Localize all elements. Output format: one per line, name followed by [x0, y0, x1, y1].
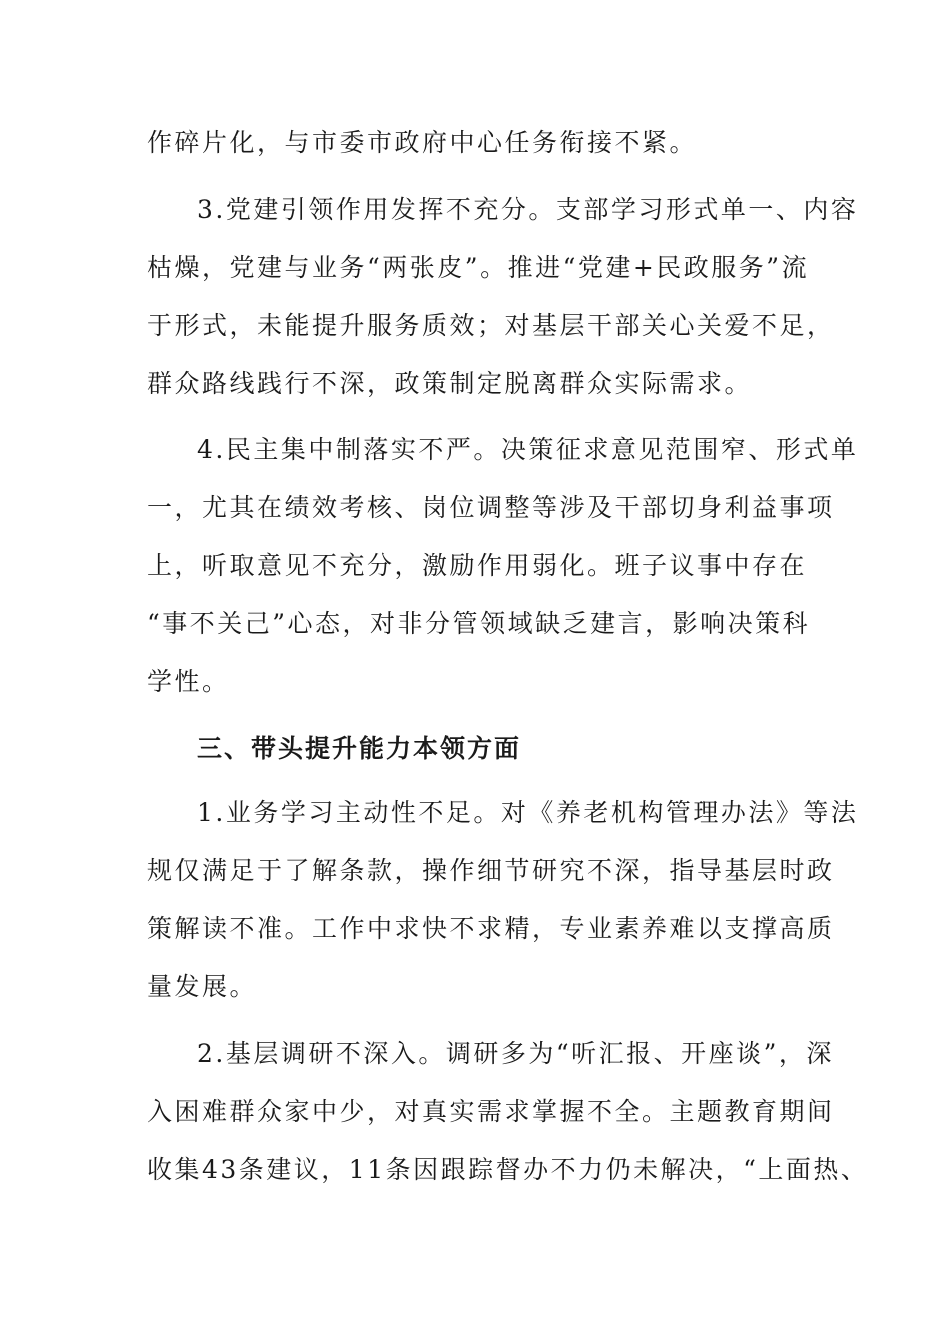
paragraph-line: 学性。: [147, 667, 230, 696]
paragraph-line: 2.基层调研不深入。调研多为“听汇报、开座谈”，深: [197, 1039, 834, 1068]
paragraph-line: 于形式，未能提升服务质效；对基层干部关心关爱不足，: [147, 311, 835, 340]
paragraph-line: 一，尤其在绩效考核、岗位调整等涉及干部切身利益事项: [147, 493, 835, 522]
paragraph-line: 入困难群众家中少，对真实需求掌握不全。主题教育期间: [147, 1097, 835, 1126]
section-heading: 三、带头提升能力本领方面: [197, 734, 522, 763]
paragraph-line: 枯燥，党建与业务“两张皮”。推进“党建+民政服务”流: [147, 253, 810, 282]
paragraph-line: 策解读不准。工作中求快不求精，专业素养难以支撑高质: [147, 914, 835, 943]
paragraph-line: 群众路线践行不深，政策制定脱离群众实际需求。: [147, 369, 753, 398]
paragraph-line: 作碎片化，与市委市政府中心任务衔接不紧。: [147, 128, 698, 157]
paragraph-line: 收集43条建议，11条因跟踪督办不力仍未解决，“上面热、: [147, 1155, 869, 1184]
paragraph-line: 量发展。: [147, 972, 258, 1001]
paragraph-line: 规仅满足于了解条款，操作细节研究不深，指导基层时政: [147, 856, 835, 885]
paragraph-line: “事不关己”心态，对非分管领域缺乏建言，影响决策科: [147, 609, 811, 638]
paragraph-line: 3.党建引领作用发挥不充分。支部学习形式单一、内容: [197, 195, 859, 224]
paragraph-line: 1.业务学习主动性不足。对《养老机构管理办法》等法: [197, 798, 859, 827]
paragraph-line: 上，听取意见不充分，激励作用弱化。班子议事中存在: [147, 551, 808, 580]
paragraph-line: 4.民主集中制落实不严。决策征求意见范围窄、形式单: [197, 435, 859, 464]
